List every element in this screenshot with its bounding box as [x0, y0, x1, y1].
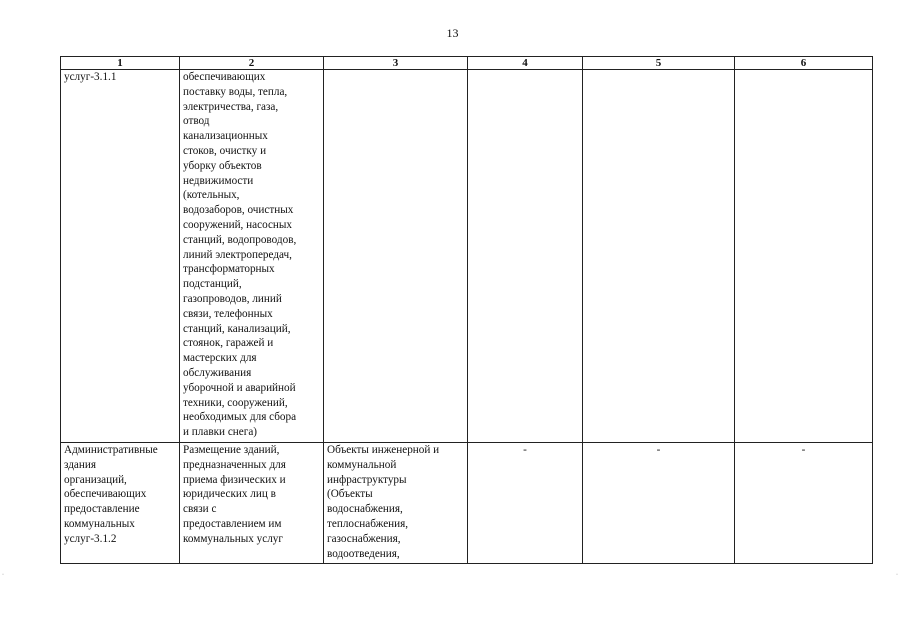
table-cell: [180, 70, 324, 443]
table-row: [61, 443, 873, 564]
cell-text: -: [801, 444, 806, 456]
cell-text: Объекты инженерной и коммунальной инфраструктуры (Объекты водоснабжения, теплоснабжения, газоснабжения, водоотведения,: [327, 444, 440, 560]
table-cell: [735, 443, 873, 564]
table-cell: [324, 443, 468, 564]
column-header-6: 6: [735, 57, 873, 70]
table-cell: [468, 70, 583, 443]
column-header-4: 4: [468, 57, 583, 70]
column-header-3: 3: [324, 57, 468, 70]
table-cell: [180, 443, 324, 564]
table-cell: [468, 443, 583, 564]
table-cell: [61, 70, 180, 443]
regulation-table: [60, 56, 873, 564]
table-cell: [324, 70, 468, 443]
cell-text: обеспечивающих поставку воды, тепла, электричества, газа, отвод канализационных стоков, очистку и уборку объектов недвижимости (котельных, водозаборов, очистных сооружений, насосных станций, водопроводов, линий электропередач, трансформаторных подстанций, газопроводов, линий связи, телефонных станций, канализаций, стоянок, гаражей и мастерских для обслуживания уборочной и аварийной техники, сооружений, необходимых для сбора и плавки снега): [183, 71, 297, 439]
column-header-5: 5: [583, 57, 735, 70]
page-number: 13: [446, 26, 459, 40]
table-cell: [583, 70, 735, 443]
column-header-2: 2: [180, 57, 324, 70]
table-cell: [735, 70, 873, 443]
table-cell: [583, 443, 735, 564]
cell-text: Размещение зданий, предназначенных для приема физических и юридических лиц в связи с предоставлением им коммунальных услуг: [183, 444, 286, 545]
cell-text: -: [656, 444, 661, 456]
header-row: [61, 57, 873, 70]
table-row: [61, 70, 873, 443]
cell-text: услуг-3.1.1: [64, 71, 117, 83]
cell-text: Административные здания организаций, обеспечивающих предоставление коммунальных услуг-3.1.2: [64, 444, 158, 545]
scan-edge-mark-left: ·: [2, 572, 4, 578]
scan-edge-mark-right: ·: [896, 572, 898, 578]
cell-text: -: [523, 444, 527, 456]
table-cell: [61, 443, 180, 564]
column-header-1: 1: [61, 57, 180, 70]
